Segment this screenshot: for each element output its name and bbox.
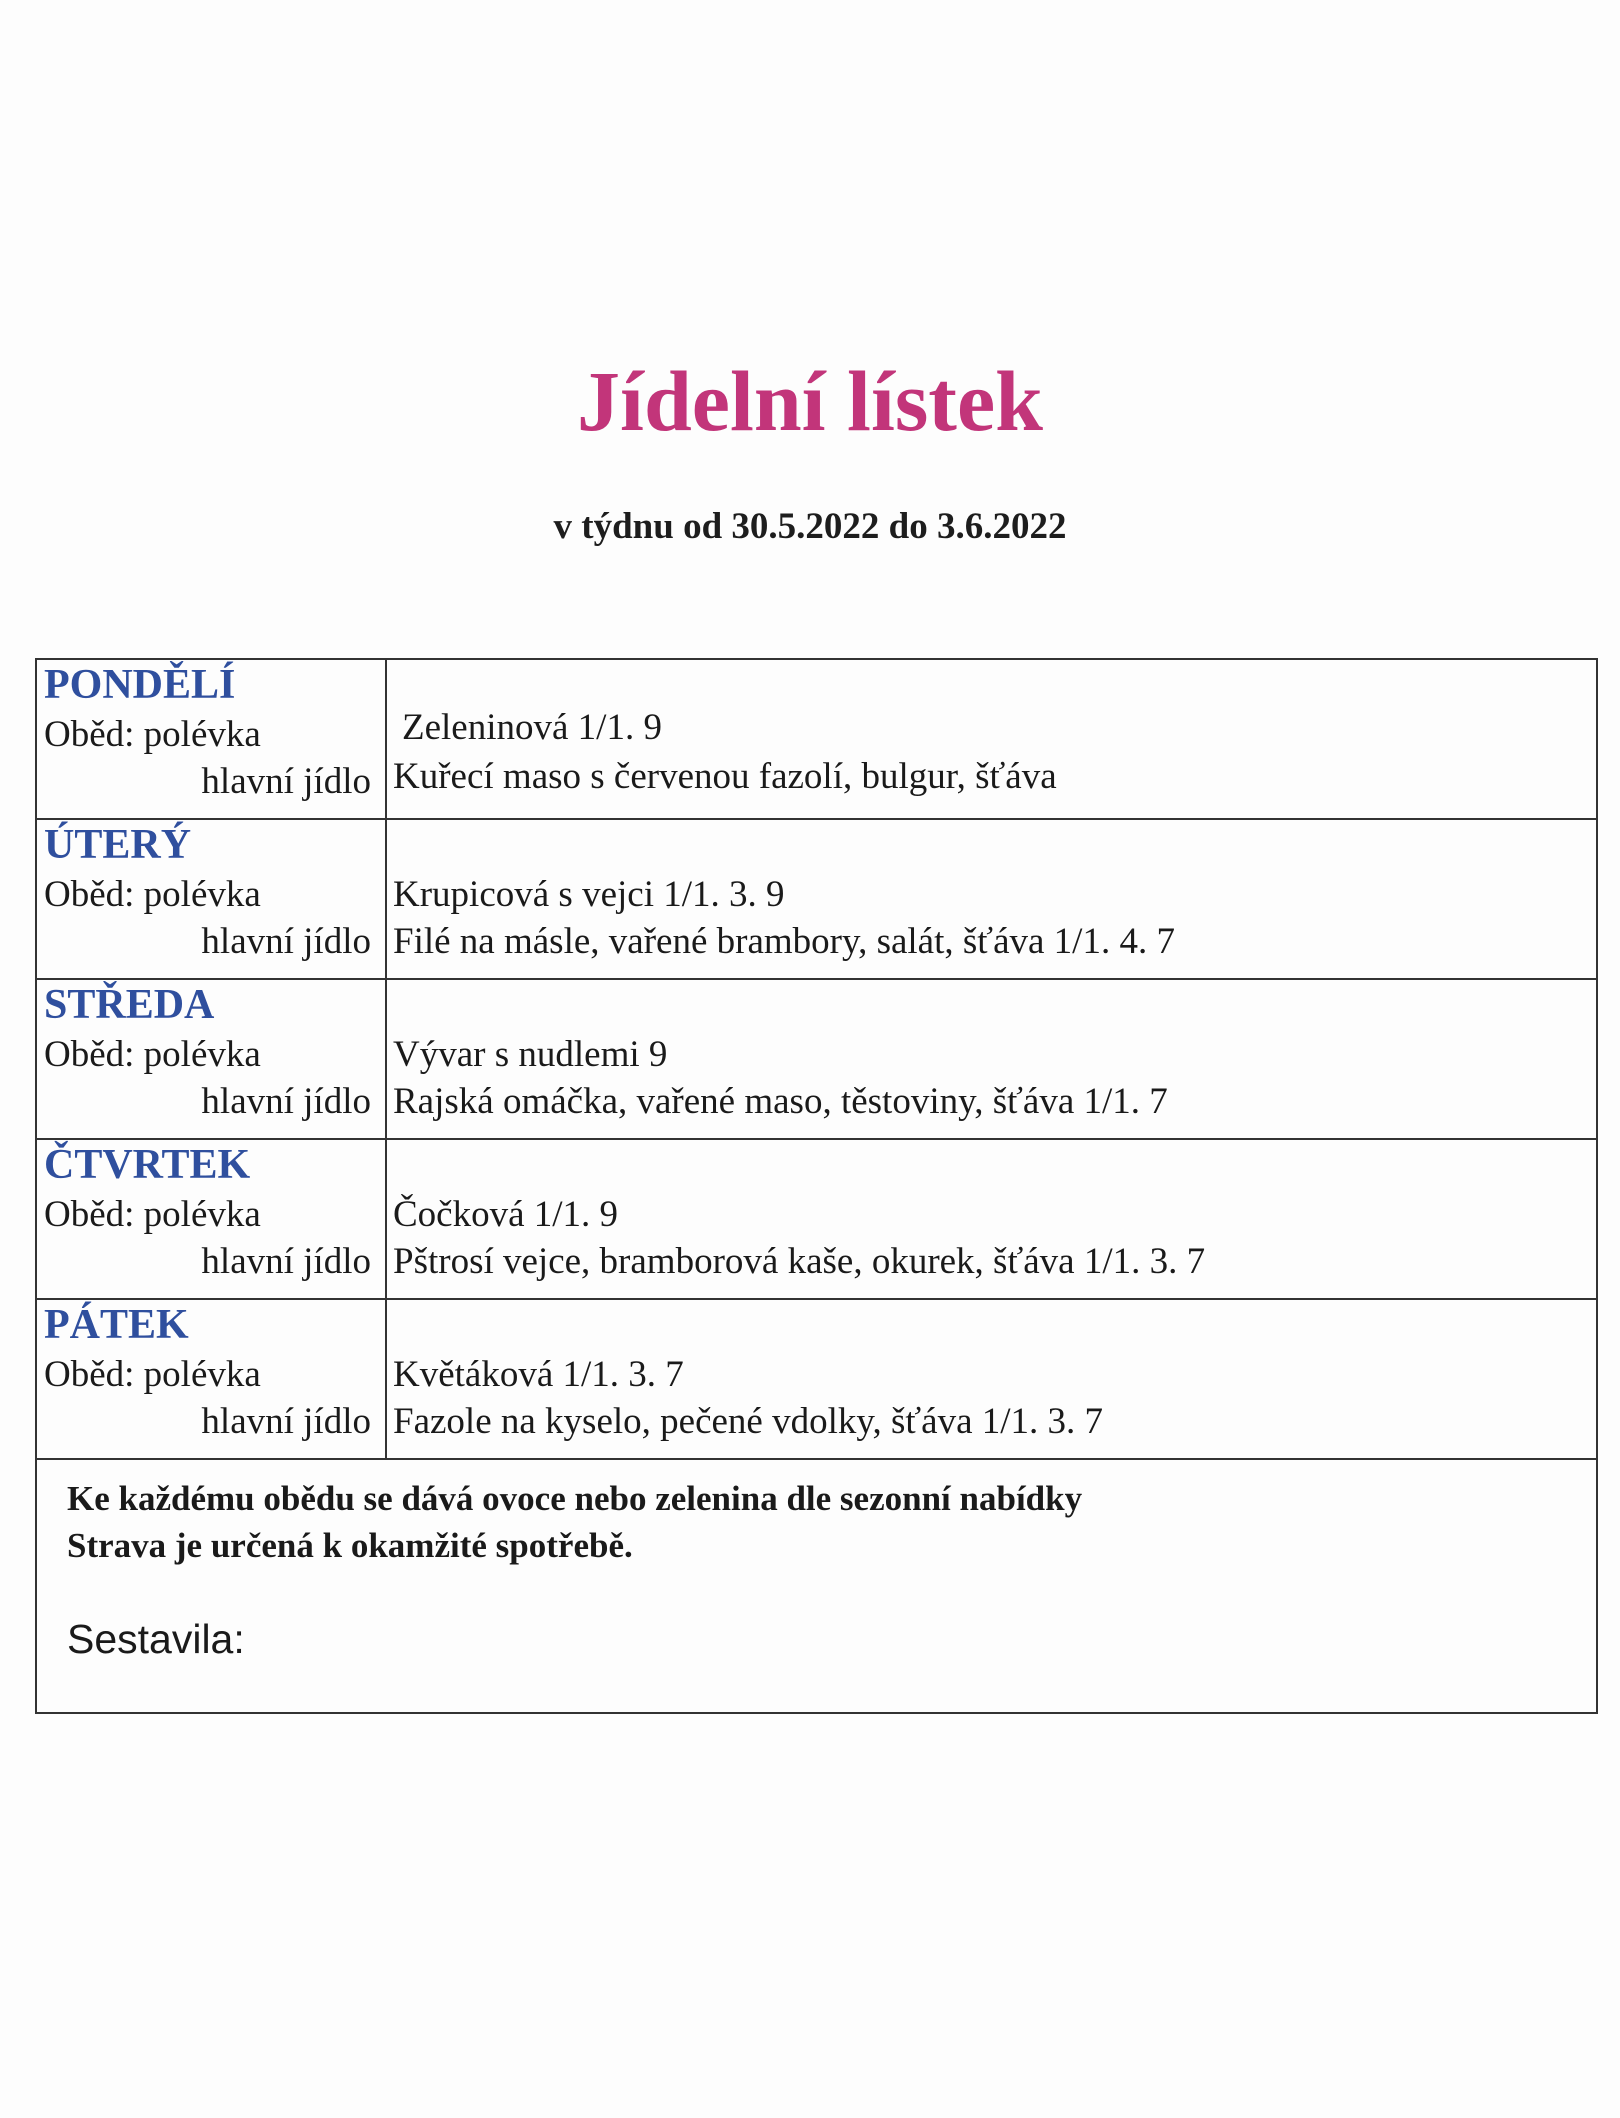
meal-cell — [387, 1300, 1596, 1458]
day-row-wednesday — [37, 980, 1596, 1140]
soup-value: Vývar s nudlemi 9 — [393, 1034, 668, 1075]
meal-cell — [387, 660, 1596, 818]
day-name: ČTVRTEK — [44, 1142, 251, 1188]
meal-cell — [387, 980, 1596, 1138]
main-course-label: hlavní jídlo — [201, 1081, 371, 1122]
day-label-cell — [37, 980, 387, 1138]
day-row-monday — [37, 660, 1596, 820]
footer-notes — [37, 1460, 1596, 1712]
day-row-friday — [37, 1300, 1596, 1460]
main-course-label: hlavní jídlo — [201, 1241, 371, 1282]
day-label-cell — [37, 660, 387, 818]
day-name: STŘEDA — [44, 982, 215, 1028]
main-course-label: hlavní jídlo — [201, 761, 371, 802]
week-range: v týdnu od 30.5.2022 do 3.6.2022 — [553, 506, 1067, 547]
main-course-label: hlavní jídlo — [201, 921, 371, 962]
day-name: PONDĚLÍ — [44, 662, 236, 708]
day-label-cell — [37, 1300, 387, 1458]
main-course-value: Rajská omáčka, vařené maso, těstoviny, šťáva 1/1. 7 — [393, 1081, 1168, 1122]
day-label-cell — [37, 820, 387, 978]
main-course-value: Kuřecí maso s červenou fazolí, bulgur, šťáva — [393, 756, 1057, 797]
meal-cell — [387, 820, 1596, 978]
soup-value: Krupicová s vejci 1/1. 3. 9 — [393, 874, 785, 915]
menu-table — [35, 658, 1598, 1714]
page-title: Jídelní lístek — [577, 353, 1043, 449]
seasonal-note: Ke každému obědu se dává ovoce nebo zelenina dle sezonní nabídky — [67, 1479, 1083, 1518]
soup-label: Oběd: polévka — [44, 714, 261, 755]
day-name: PÁTEK — [44, 1302, 189, 1348]
soup-label: Oběd: polévka — [44, 1354, 261, 1395]
signature-label: Sestavila: — [67, 1616, 245, 1662]
day-row-thursday — [37, 1140, 1596, 1300]
soup-value: Květáková 1/1. 3. 7 — [393, 1354, 684, 1395]
soup-value: Zeleninová 1/1. 9 — [402, 707, 662, 748]
meal-cell — [387, 1140, 1596, 1298]
day-name: ÚTERÝ — [44, 822, 192, 868]
consumption-note: Strava je určená k okamžité spotřebě. — [67, 1526, 633, 1565]
soup-label: Oběd: polévka — [44, 1034, 261, 1075]
soup-label: Oběd: polévka — [44, 1194, 261, 1235]
day-label-cell — [37, 1140, 387, 1298]
main-course-value: Fazole na kyselo, pečené vdolky, šťáva 1/1. 3. 7 — [393, 1401, 1104, 1442]
main-course-label: hlavní jídlo — [201, 1401, 371, 1442]
soup-value: Čočková 1/1. 9 — [393, 1194, 619, 1235]
soup-label: Oběd: polévka — [44, 874, 261, 915]
main-course-value: Pštrosí vejce, bramborová kaše, okurek, šťáva 1/1. 3. 7 — [393, 1241, 1206, 1282]
day-row-tuesday — [37, 820, 1596, 980]
main-course-value: Filé na másle, vařené brambory, salát, šťáva 1/1. 4. 7 — [393, 921, 1175, 962]
